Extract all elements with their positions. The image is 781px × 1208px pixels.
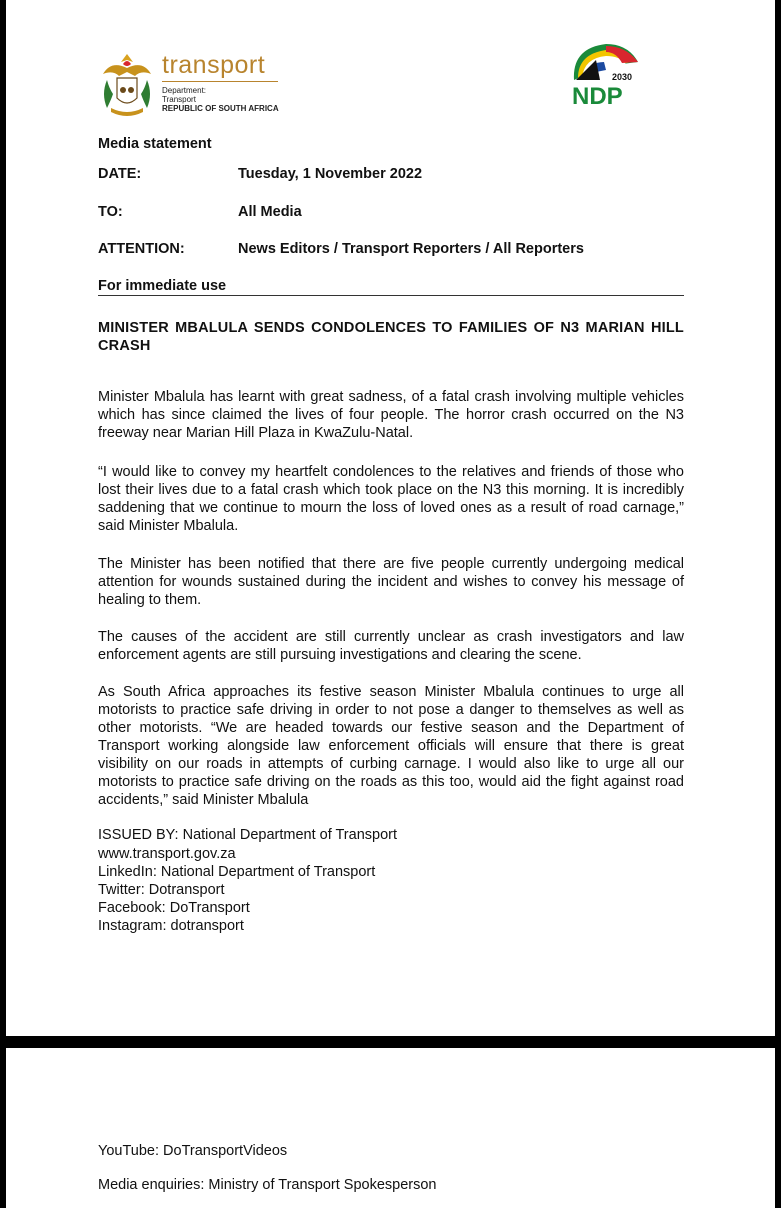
facebook-info: Facebook: DoTransport [98, 900, 250, 916]
paragraph-1: Minister Mbalula has learnt with great sadness, of a fatal crash involving multiple vehicles which has since claimed the lives of four people. The horror crash occurred on the N3 freeway near Marian Hill Plaza in KwaZulu-Natal. [98, 389, 684, 441]
coat-of-arms-logo [97, 50, 157, 122]
immediate-use-label: For immediate use [98, 278, 227, 294]
to-value: All Media [238, 204, 302, 220]
article-title: MINISTER MBALULA SENDS CONDOLENCES TO FAMILIES OF N3 MARIAN HILL CRASH [98, 320, 684, 354]
department-name: transport [162, 51, 266, 79]
department-wordmark [162, 52, 279, 113]
attention-value: News Editors / Transport Reporters / All Reporters [238, 241, 584, 257]
department-transport-label: Transport [162, 95, 196, 104]
ndp-year: 2030 [612, 72, 633, 82]
twitter-info: Twitter: Dotransport [98, 882, 225, 898]
paragraph-5: As South Africa approaches its festive season Minister Mbalula continues to urge all motorists to practice safe driving in order to not pose a danger to themselves as well as other motorists. “We are headed towards our festive season and the Department of Transport working alongside law enforcement officials will ensure that there is great visibility on our roads in attempts of curbing carnage. I would also like to urge all our motorists to practice safe driving on the roads as this too, would aid the fight against road accidents,” said Minister Mbalula [98, 684, 684, 808]
ndp-2030-logo [566, 40, 642, 110]
issued-by: ISSUED BY: National Department of Transport [98, 827, 397, 843]
letterhead [6, 0, 775, 130]
paragraph-2: “I would like to convey my heartfelt condolences to the relatives and friends of those who lost their lives due to a fatal crash which took place on the N3 this morning. It is incredibly saddening that we continue to mourn the loss of loved ones as a result of road carnage,” said Minister Mbalula. [98, 464, 684, 534]
date-value: Tuesday, 1 November 2022 [238, 166, 423, 182]
media-statement-label: Media statement [98, 136, 212, 152]
linkedin-info: LinkedIn: National Department of Transport [98, 864, 376, 880]
website-link[interactable]: www.transport.gov.za [98, 846, 236, 862]
media-enquiries: Media enquiries: Ministry of Transport Spokesperson [98, 1177, 437, 1193]
document-page-2 [6, 1048, 775, 1208]
republic-label: REPUBLIC OF SOUTH AFRICA [162, 104, 279, 113]
youtube-info: YouTube: DoTransportVideos [98, 1143, 288, 1159]
date-label: DATE: [98, 166, 142, 182]
to-label: TO: [98, 204, 123, 220]
ndp-text: NDP [572, 83, 623, 110]
instagram-info: Instagram: dotransport [98, 918, 244, 934]
document-page-1 [6, 0, 775, 1036]
paragraph-4: The causes of the accident are still currently unclear as crash investigators and law enforcement agents are still pursuing investigations and clearing the scene. [98, 629, 684, 663]
wordmark-divider [162, 81, 278, 82]
paragraph-3: The Minister has been notified that there are five people currently undergoing medical attention for wounds sustained during the incident and wishes to convey his message of healing to them. [98, 556, 684, 608]
department-label: Department: [162, 86, 207, 95]
attention-label: ATTENTION: [98, 241, 185, 257]
header-divider [98, 295, 684, 296]
